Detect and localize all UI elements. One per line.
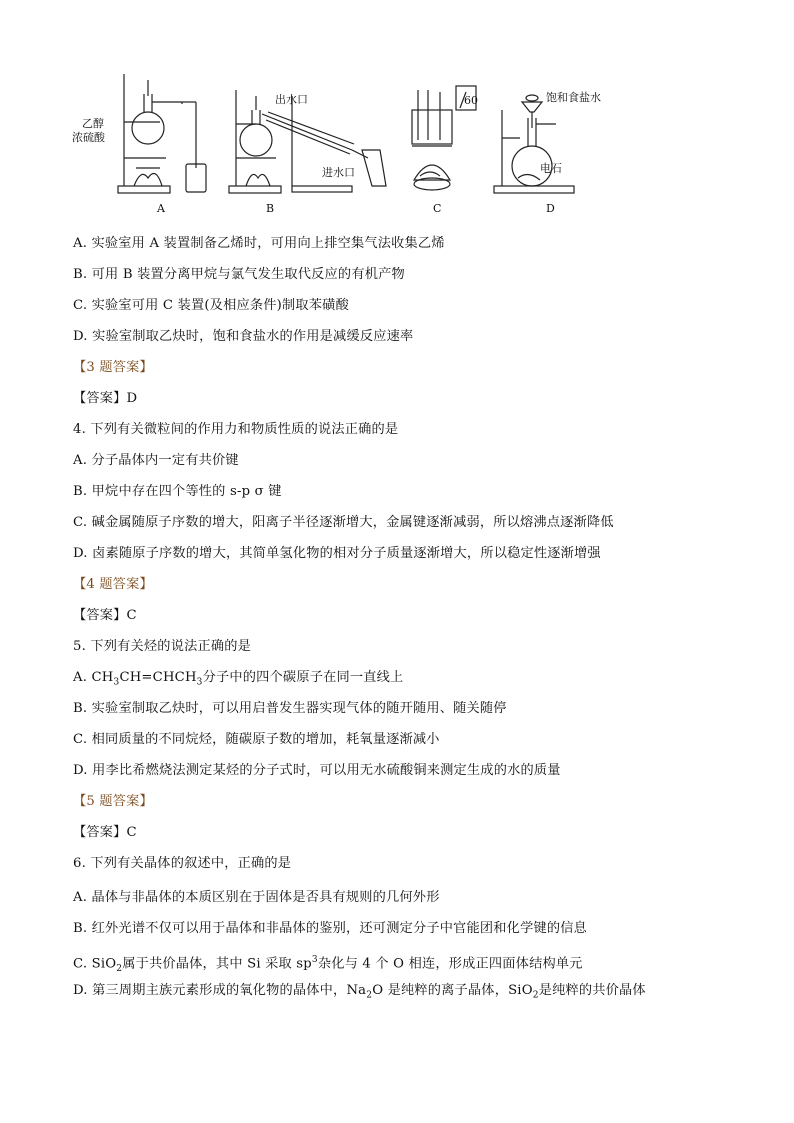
- label-c: C: [433, 202, 442, 215]
- label-water-outlet: 出水口: [275, 93, 308, 106]
- q4-option-d: D. 卤素随原子序数的增大，其简单氢化物的相对分子质量逐渐增大，所以稳定性逐渐增强: [73, 546, 601, 561]
- q5-option-d: D. 用李比希燃烧法测定某烃的分子式时，可以用无水硫酸铜来测定生成的水的质量: [73, 763, 561, 778]
- label-a: A: [157, 202, 165, 215]
- q4-option-b: B. 甲烷中存在四个等性的 s-p σ 键: [73, 484, 282, 499]
- q4-stem: 4. 下列有关微粒间的作用力和物质性质的说法正确的是: [73, 422, 399, 437]
- q6-stem: 6. 下列有关晶体的叙述中，正确的是: [73, 856, 292, 871]
- label-b: B: [266, 202, 275, 215]
- q3-option-a: A. 实验室用 A 装置制备乙烯时，可用向上排空集气法收集乙烯: [73, 236, 445, 251]
- q6-option-a: A. 晶体与非晶体的本质区别在于固体是否具有规则的几何外形: [73, 890, 440, 905]
- q4-answer-heading: 【4 题答案】: [73, 577, 153, 592]
- label-conc-sulfuric-acid: 浓硫酸: [72, 131, 105, 144]
- label-calcium-carbide: 电石: [540, 162, 562, 175]
- q4-option-a: A. 分子晶体内一定有共价键: [73, 453, 239, 468]
- label-saturated-brine: 饱和食盐水: [546, 91, 601, 104]
- q4-option-c: C. 碱金属随原子序数的增大，阳离子半径逐渐增大，金属键逐渐减弱，所以熔沸点逐渐降低: [73, 515, 614, 530]
- label-water-inlet: 进水口: [322, 166, 355, 179]
- q5-stem: 5. 下列有关烃的说法正确的是: [73, 639, 252, 654]
- label-d: D: [546, 202, 555, 215]
- q6-option-d: D. 第三周期主族元素形成的氧化物的晶体中，$Na_2O$ 是纯粹的离子晶体，SiO$_2$是纯粹的共价晶体: [73, 983, 646, 1001]
- q4-answer: 【答案】C: [73, 608, 137, 623]
- apparatus-figure: [0, 0, 794, 220]
- apparatus-a: [118, 74, 206, 193]
- q3-option-b: B. 可用 B 装置分离甲烷与氯气发生取代反应的有机产物: [73, 267, 405, 282]
- q6-option-b: B. 红外光谱不仅可以用于晶体和非晶体的鉴别，还可测定分子中官能团和化学键的信息: [73, 921, 588, 936]
- label-ethanol: 乙醇: [82, 117, 104, 130]
- label-thermometer-60: 60: [464, 94, 478, 107]
- q6-option-c: C. SiO$_2$属于共价晶体，其中 Si 采取 $sp^3$杂化与 4 个 O 相连，形成正四面体结构单元: [73, 955, 583, 975]
- q5-answer: 【答案】C: [73, 825, 137, 840]
- q5-option-b: B. 实验室制取乙炔时，可以用启普发生器实现气体的随开随用、随关随停: [73, 701, 507, 716]
- q3-option-d: D. 实验室制取乙炔时，饱和食盐水的作用是减缓反应速率: [73, 329, 414, 344]
- q5-option-c: C. 相同质量的不同烷烃，随碳原子数的增加，耗氧量逐渐减小: [73, 732, 440, 747]
- q5-answer-heading: 【5 题答案】: [73, 794, 153, 809]
- q3-answer: 【答案】D: [73, 391, 138, 406]
- apparatus-d: [494, 95, 574, 193]
- q3-answer-heading: 【3 题答案】: [73, 360, 153, 375]
- q5-option-a: A. $CH_3CH=CHCH_3$分子中的四个碳原子在同一直线上: [73, 670, 404, 688]
- q3-option-c: C. 实验室可用 C 装置(及相应条件)制取苯磺酸: [73, 298, 349, 313]
